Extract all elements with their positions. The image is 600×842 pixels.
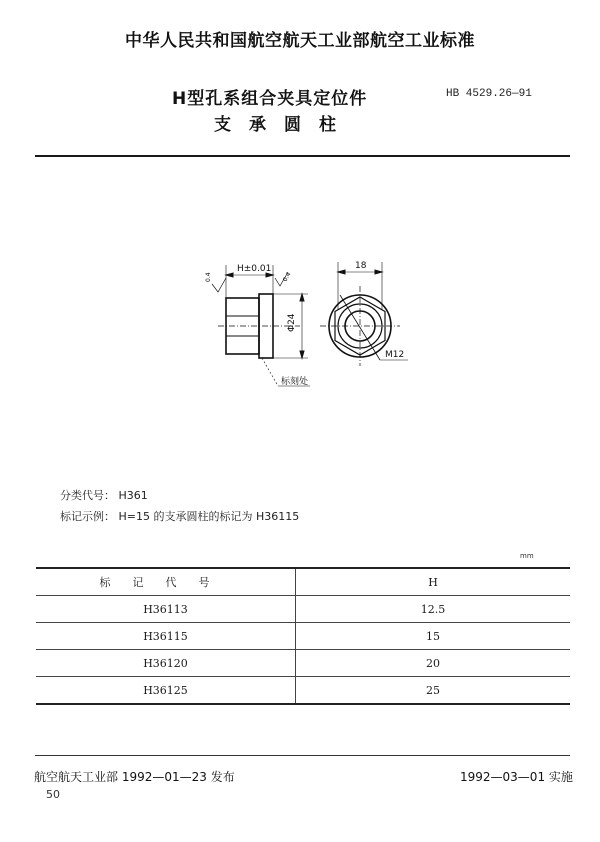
example-label: 标记示例： [60,510,115,523]
dim-diameter-label: Φ24 [287,313,297,332]
technical-drawing [190,240,410,400]
thread-label: M12 [385,350,405,360]
roughness-left-label: 0.4 [205,272,212,282]
cell-h: 20 [296,650,571,677]
cell-code: H36120 [36,650,296,677]
header-h: H [296,568,571,596]
table-header-row [36,568,570,596]
marking-example-line [60,508,299,524]
roughness-right-label: 0.4 [281,271,293,283]
classification-line [60,487,148,503]
document-subtitle: 支承圆柱 [214,115,354,135]
marking-location-label: 标刻处 [281,377,309,387]
cell-code: H36115 [36,623,296,650]
classification-label: 分类代号： [60,489,115,502]
cell-code: H36125 [36,677,296,705]
table-row [36,650,570,677]
table-row [36,623,570,650]
spec-table [36,567,570,705]
cell-code: H36113 [36,596,296,623]
example-value: H=15 的支承圆柱的标记为 H36115 [118,510,300,523]
classification-value: H361 [118,489,148,502]
dim-length-label: H±0.01 [237,264,272,274]
header-code: 标记代号 [36,568,296,596]
table-unit: mm [520,552,534,560]
header-divider [35,155,570,157]
standard-number: HB 4529.26—91 [446,88,532,100]
table-row [36,596,570,623]
dim-across-flats-label: 18 [355,261,367,271]
document-title: H型孔系组合夹具定位件 [172,89,368,109]
cell-h: 25 [296,677,571,705]
issued-date: 航空航天工业部 1992—01—23 发布 [34,770,235,784]
cell-h: 12.5 [296,596,571,623]
page-number: 50 [46,788,60,801]
organization-title: 中华人民共和国航空航天工业部航空工业标准 [125,31,475,51]
cell-h: 15 [296,623,571,650]
table-row [36,677,570,705]
effective-date: 1992—03—01 实施 [460,770,573,784]
footer-divider [35,755,570,756]
